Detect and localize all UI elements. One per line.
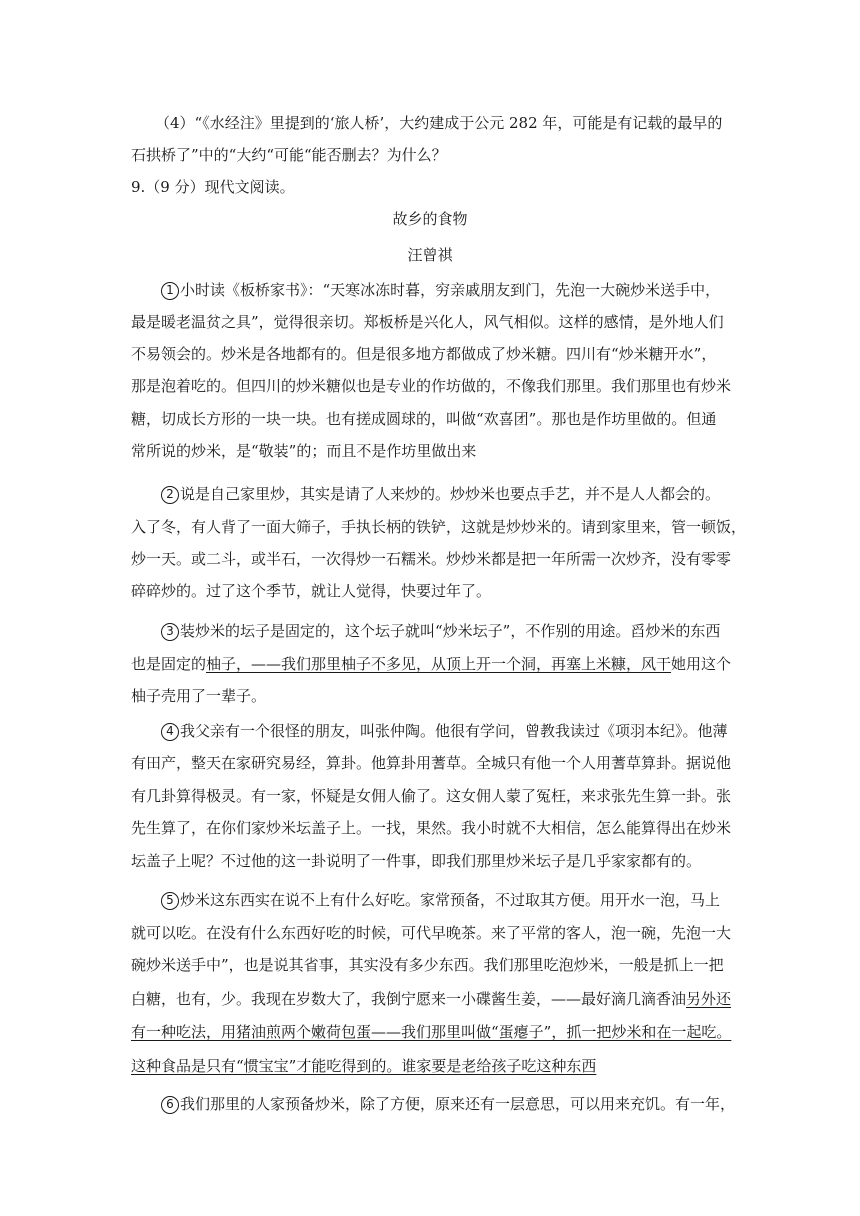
circled-number-4: 4 (161, 723, 179, 741)
circled-number-2: 2 (161, 486, 179, 504)
circled-number-3: 3 (161, 623, 179, 641)
circled-number-1: 1 (161, 282, 179, 300)
question-9-header: 9.（9 分）现代文阅读。 (131, 178, 295, 196)
circled-number-5: 5 (161, 892, 179, 910)
circled-number-6: 6 (161, 1096, 179, 1114)
underlined-passage-start: 另外还 (686, 990, 732, 1008)
document-page: （4）“《水经注》里提到的‘旅人桥’，大约建成于公元 282 年，可能是有记载的最早的 石拱桥了”中的“大约“可能“能否删去？为什么？ 9.（9 分）现代文阅读。 故乡的食物 汪曾祺 1 小时读《板桥家书》：“天寒冰冻时暮，穷亲戚朋友到门，先泡一大碗炒米送手中， 最是暖老温贫之具”，觉得很亲切。郑板桥是兴化人，风气相似。这样的感情，是外地人们 不易领会的。炒米是各地都有的。但是很多地方都做成了炒米糖。四川有“炒米糖开水”， 那是泡着吃的。但四川的炒米糖似也是专业的作坊做的，不像我们那里。我们那里也有炒米 糖，切成长方形的一块一块。也有搓成圆球的，叫做“欢喜团”。那也是作坊里做的。但通 常所说的炒米，是“敬装”的；而且不是作坊里做出来 2 说是自己家里炒，其实是请了人来炒的。炒炒米也要点手艺，并不是人人都会的。 入了冬，有人背了一面大筛子，手执长柄的铁铲，这就是炒炒米的。请到家里来，管一顿饭， 炒一天。或二斗，或半石，一次得炒一石糯米。炒炒米都是把一年所需一次炒齐，没有零零 碎碎炒的。过了这个季节，就让人觉得，快要过年了。 3 装炒米的坛子是固定的，这个坛子就叫“炒米坛子”，不作别的用途。舀炒米的东西 也是固定的柚子，——我们那里柚子不多见，从顶上开一个洞，再塞上米糠，风干她用这个 柚子壳用了一辈子。 4 我父亲有一个很怪的朋友，叫张仲陶。他很有学问，曾教我读过《项羽本纪》。他薄 有田产，整天在家研究易经，算卦。他算卦用蓍草。全城只有他一个人用蓍草算卦。据说他 有几卦算得极灵。有一家，怀疑是女佣人偷了。这女佣人蒙了冤枉，来求张先生算一卦。张 先生算了，在你们家炒米坛盖子上。一找，果然。我小时就不大相信，怎么能算得出在炒米 坛盖子上呢？不过他的这一卦说明了一件事，即我们那里炒米坛子是几乎家家都有的。 5 炒米这东西实在说不上有什么好吃。家常预备，不过取其方便。用开水一泡，马上 就可以吃。在没有什么东西好吃的时候，可代早晚茶。来了平常的客人，泡一碗，先泡一大 碗炒米送手中”，也是说其省事，其实没有多少东西。我们那里吃泡炒米，一般是抓上一把 白糖，也有，少。我现在岁数大了，我倒宁愿来一小碟酱生姜，——最好滴几滴香油另外还 有一种吃法，用猪油煎两个嫩荷包蛋——我们那里叫做“蛋瘪子”，抓一把炒米和在一起吃。 这种食品是只有“惯宝宝”才能吃得到的。谁家要是老给孩子吃这种东西 6 我们那里的人家预备炒米，除了方便，原来还有一层意思，可以用来充饥。有一年， (0, 0, 860, 1216)
article-title: 故乡的食物 (392, 210, 468, 228)
article-author: 汪曾祺 (407, 246, 453, 264)
underlined-sentence: 柚子，——我们那里柚子不多见，从顶上开一个洞，再塞上米糠，风干 (206, 655, 672, 673)
question-4-line-1: （4）“《水经注》里提到的‘旅人桥’，大约建成于公元 282 年，可能是有记载的最早的 (155, 114, 723, 132)
underlined-passage-end: 这种食品是只有“惯宝宝”才能吃得到的。谁家要是老给孩子吃这种东西 (131, 1057, 597, 1075)
question-4-line-2: 石拱桥了”中的“大约“可能“能否删去？为什么？ (131, 146, 447, 164)
underlined-passage: 有一种吃法，用猪油煎两个嫩荷包蛋——我们那里叫做“蛋瘪子”，抓一把炒米和在一起吃。 (131, 1023, 732, 1041)
